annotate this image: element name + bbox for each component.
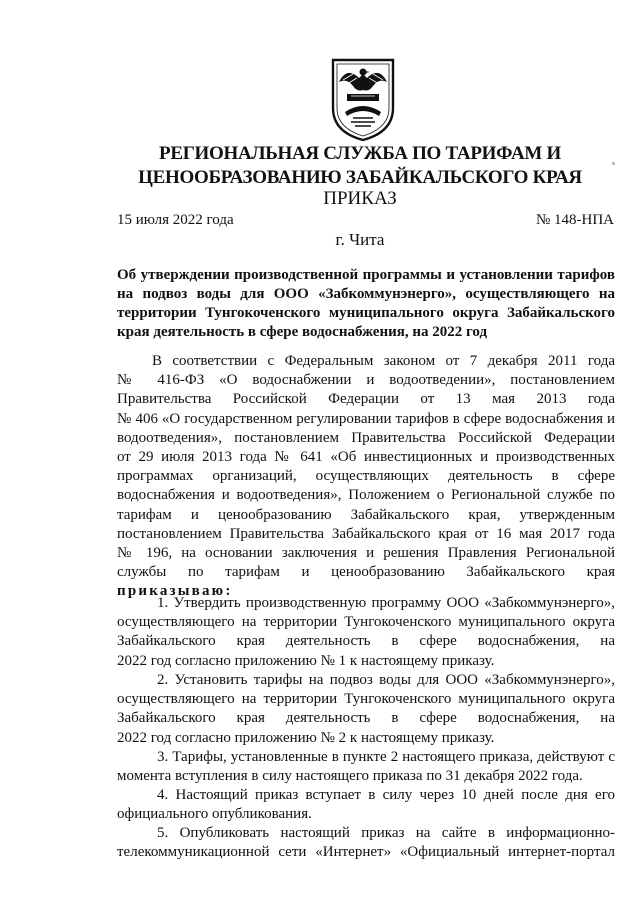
item-line: осуществляющего на территории Тунгокоченского муниципального округа <box>117 614 615 631</box>
subject-line: Об утверждении производственной программы и установлении тарифов <box>117 267 615 283</box>
agency-name-line-2: ЦЕНООБРАЗОВАНИЮ ЗАБАЙКАЛЬСКОГО КРАЯ <box>138 167 582 188</box>
preamble-line: № 406 «О государственном регулировании тарифов в сфере водоснабжения и <box>117 410 615 427</box>
item-4-paragraph <box>117 786 615 824</box>
preamble-line: от 29 июля 2013 года № 641 «Об инвестиционных и производственных <box>117 449 615 466</box>
document-type: ПРИКАЗ <box>323 188 397 209</box>
coat-of-arms-emblem <box>329 56 397 142</box>
item-line: телекоммуникационной сети «Интернет» «Официальный интернет-портал <box>117 844 615 861</box>
item-line: 2. Установить тарифы на подвоз воды для ООО «Забкоммунэнерго», <box>157 672 615 688</box>
preamble-paragraph <box>117 352 615 602</box>
subject-line: на подвоз воды для ООО «Забкоммунэнерго», осуществляющего на <box>117 286 615 302</box>
order-subject <box>117 266 615 342</box>
preamble-line: Правительства Российской Федерации от 13 мая 2013 года <box>117 391 615 408</box>
preamble-line: В соответствии с Федеральным законом от 7 декабря 2011 года <box>152 353 615 369</box>
item-line: момента вступления в силу настоящего приказа по 31 декабря 2022 года. <box>117 768 583 785</box>
item-line: официального опубликования. <box>117 806 312 823</box>
preamble-line: программах организаций, осуществляющих деятельность в сфере <box>117 468 615 485</box>
item-2-paragraph <box>117 671 615 748</box>
item-line: осуществляющего на территории Тунгокоченского муниципального округа <box>117 691 615 708</box>
item-5-paragraph <box>117 824 615 862</box>
preamble-line: водоснабжения и водоотведения», Положением о Региональной службе по <box>117 487 615 504</box>
agency-name-line-1: РЕГИОНАЛЬНАЯ СЛУЖБА ПО ТАРИФАМ И <box>159 143 561 164</box>
preamble-line: водоотведения», постановлением Правительства Российской Федерации <box>117 429 615 446</box>
item-line: Забайкальского края деятельность в сфере водоснабжения, на <box>117 710 615 727</box>
subject-line: территории Тунгокоченского муниципального округа Забайкальского <box>117 305 615 321</box>
subject-line: края деятельность в сфере водоснабжения, на 2022 год <box>117 324 488 340</box>
order-number: № 148-НПА <box>535 212 614 228</box>
item-line: 2022 год согласно приложению № 2 к настоящему приказу. <box>117 729 495 746</box>
item-line: 4. Настоящий приказ вступает в силу через 10 дней после дня его <box>157 787 615 803</box>
preamble-line: тарифам и ценообразованию Забайкальского края, утвержденным <box>117 506 615 523</box>
preamble-line: № 416-ФЗ «О водоснабжении и водоотведении», постановлением <box>117 372 615 389</box>
item-line: Забайкальского края деятельность в сфере водоснабжения, на <box>117 633 615 650</box>
agency-name <box>60 142 640 190</box>
preamble-line: постановлением Правительства Забайкальского края от 16 мая 2017 года <box>117 525 615 542</box>
item-line: 2022 год согласно приложению № 1 к настоящему приказу. <box>117 652 495 669</box>
item-3-paragraph <box>117 748 615 786</box>
order-date: 15 июля 2022 года <box>117 212 234 228</box>
decree-word: приказываю: <box>117 583 233 600</box>
order-city: г. Чита <box>335 230 385 249</box>
item-1-paragraph <box>117 594 615 671</box>
scan-speck <box>612 162 615 165</box>
item-line: 1. Утвердить производственную программу ООО «Забкоммунэнерго», <box>157 595 615 611</box>
item-line: 3. Тарифы, установленные в пункте 2 настоящего приказа, действуют с <box>157 749 615 765</box>
preamble-line: службы по тарифам и ценообразованию Забайкальского края <box>117 564 615 581</box>
item-line: 5. Опубликовать настоящий приказ на сайте в информационно- <box>157 825 615 841</box>
preamble-line: № 196, на основании заключения и решения Правления Региональной <box>117 545 615 562</box>
